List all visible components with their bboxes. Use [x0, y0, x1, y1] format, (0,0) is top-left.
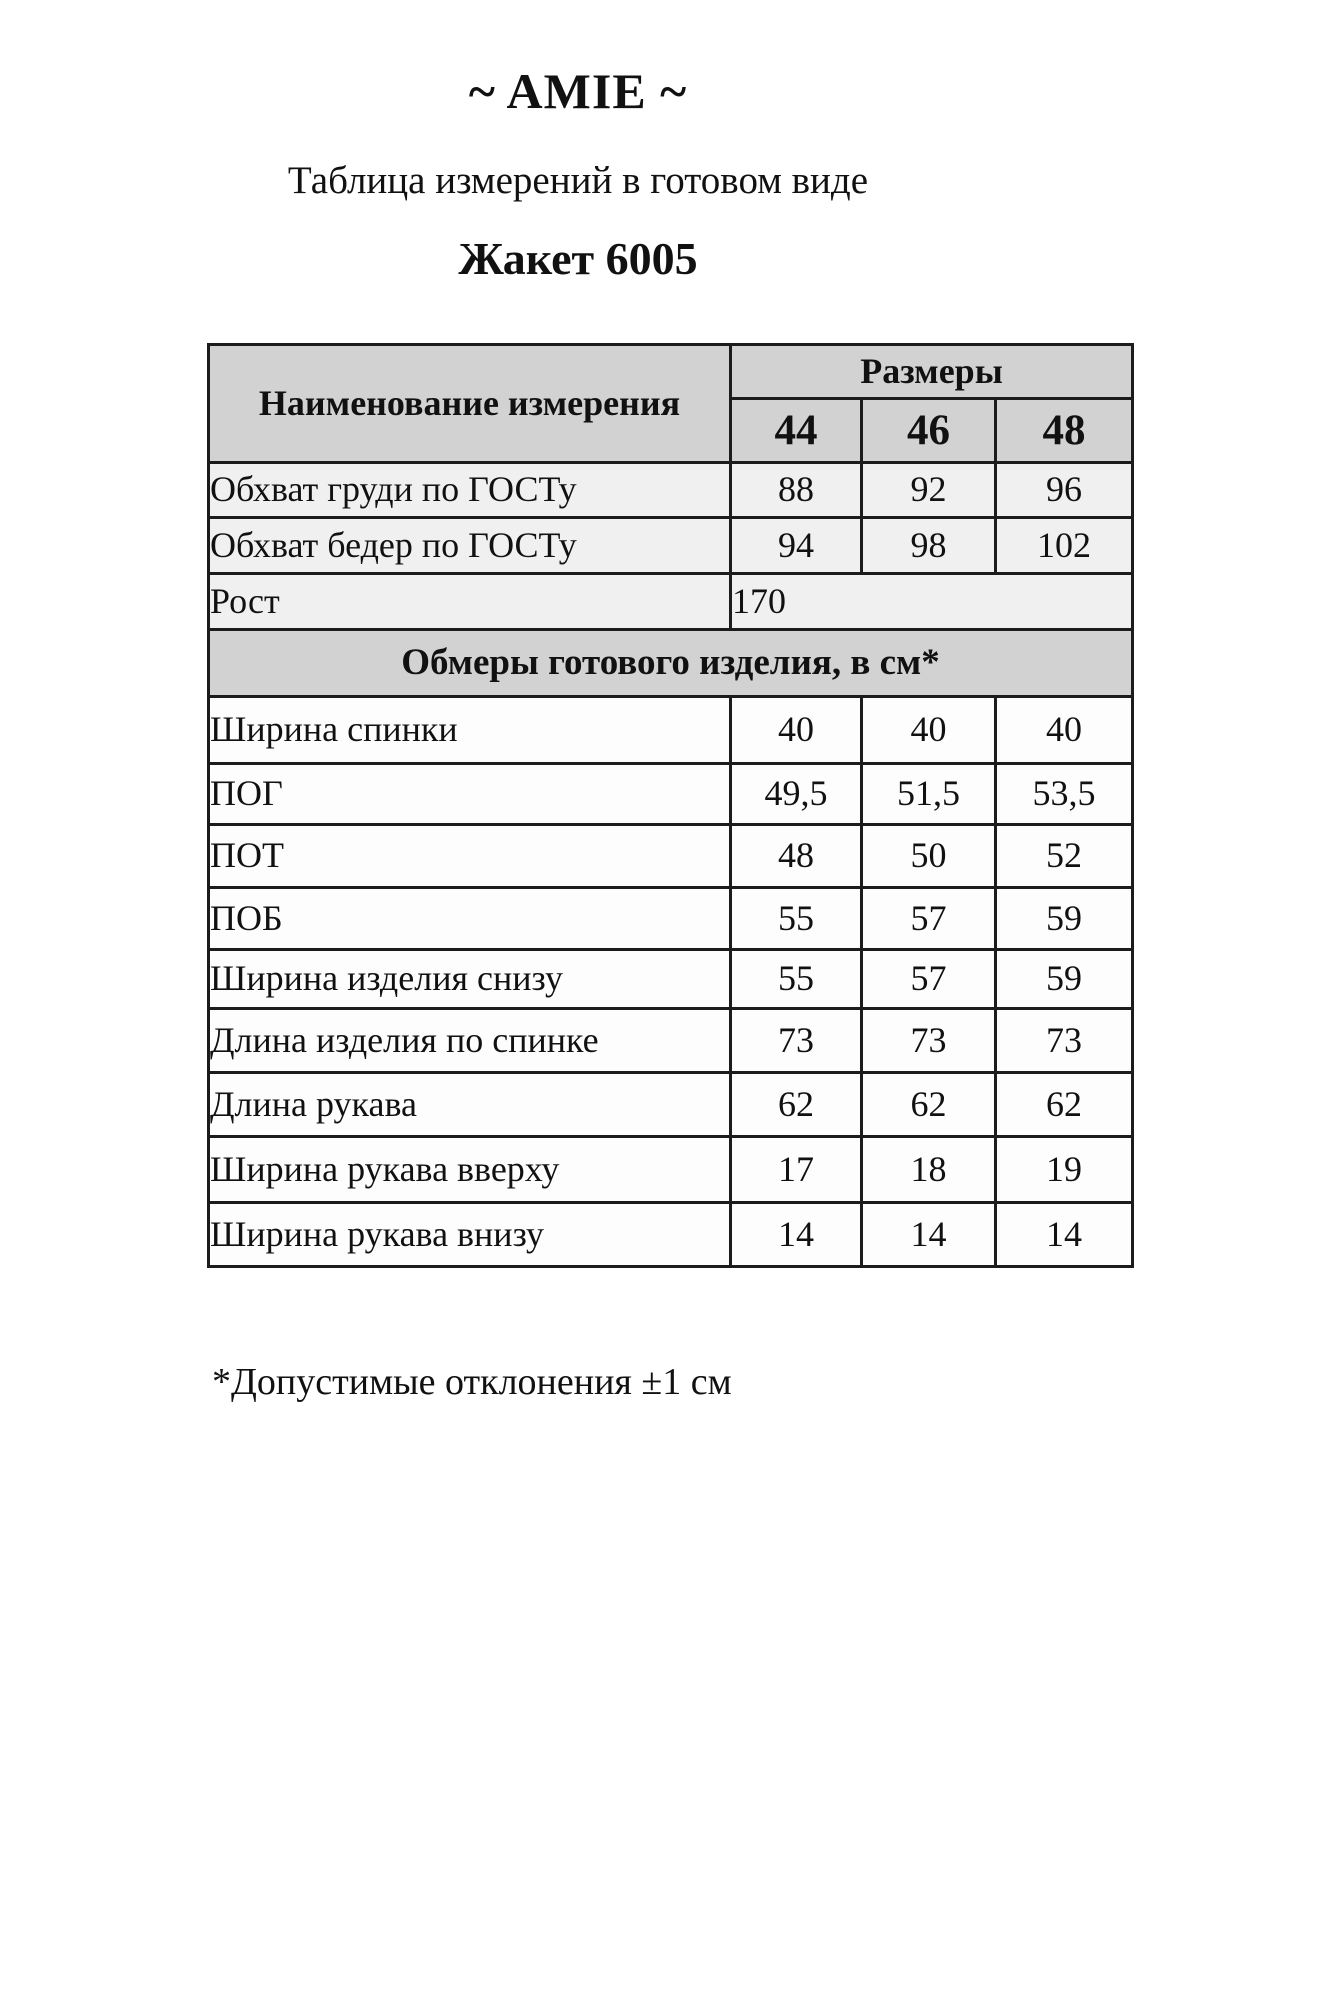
row-label: Длина изделия по спинке [209, 1009, 731, 1073]
cell-value: 57 [862, 888, 996, 950]
product-title: Жакет 6005 [458, 233, 698, 284]
cell-value: 88 [731, 463, 862, 518]
table-row-pot [209, 825, 1133, 888]
table-row-chest-gost [209, 463, 1133, 518]
table-row-height [209, 574, 1133, 630]
header-row-sizes-group [209, 345, 1133, 399]
row-label: Ширина рукава внизу [209, 1203, 731, 1267]
cell-value: 73 [996, 1009, 1133, 1073]
cell-value-merged: 170 [731, 574, 1133, 630]
row-label: Рост [209, 574, 731, 630]
section-header: Обмеры готового изделия, в см* [209, 630, 1133, 697]
cell-value: 53,5 [996, 764, 1133, 825]
column-header-measurement-name: Наименование измерения [209, 345, 731, 463]
section-header-row [209, 630, 1133, 697]
cell-value: 62 [862, 1073, 996, 1137]
row-label: Длина рукава [209, 1073, 731, 1137]
size-column-header-48: 48 [996, 399, 1133, 463]
cell-value: 57 [862, 950, 996, 1009]
cell-value: 73 [862, 1009, 996, 1073]
table-row-bottom-width [209, 950, 1133, 1009]
row-label: Ширина спинки [209, 697, 731, 764]
cell-value: 49,5 [731, 764, 862, 825]
table-row-hips-gost [209, 518, 1133, 574]
table-row-back-length [209, 1009, 1133, 1073]
row-label: Ширина изделия снизу [209, 950, 731, 1009]
row-label: Обхват бедер по ГОСТу [209, 518, 731, 574]
cell-value: 17 [731, 1137, 862, 1203]
table-row-sleeve-width-top [209, 1137, 1133, 1203]
size-column-header-46: 46 [862, 399, 996, 463]
table-subtitle: Таблица измерений в готовом виде [287, 159, 869, 202]
cell-value: 50 [862, 825, 996, 888]
tolerance-footnote: *Допустимые отклонения ±1 см [212, 1361, 732, 1403]
cell-value: 14 [731, 1203, 862, 1267]
cell-value: 52 [996, 825, 1133, 888]
brand-title: ~ AMIE ~ [468, 63, 688, 119]
row-label: ПОБ [209, 888, 731, 950]
cell-value: 98 [862, 518, 996, 574]
table-row-back-width [209, 697, 1133, 764]
cell-value: 92 [862, 463, 996, 518]
row-label: Ширина рукава вверху [209, 1137, 731, 1203]
cell-value: 40 [862, 697, 996, 764]
table-row-pog [209, 764, 1133, 825]
cell-value: 18 [862, 1137, 996, 1203]
column-header-sizes: Размеры [731, 345, 1133, 399]
cell-value: 96 [996, 463, 1133, 518]
cell-value: 19 [996, 1137, 1133, 1203]
cell-value: 59 [996, 888, 1133, 950]
cell-value: 48 [731, 825, 862, 888]
cell-value: 73 [731, 1009, 862, 1073]
cell-value: 62 [996, 1073, 1133, 1137]
cell-value: 14 [862, 1203, 996, 1267]
row-label: ПОГ [209, 764, 731, 825]
row-label: ПОТ [209, 825, 731, 888]
cell-value: 14 [996, 1203, 1133, 1267]
cell-value: 40 [996, 697, 1133, 764]
table-row-sleeve-length [209, 1073, 1133, 1137]
measurements-table [207, 343, 1134, 1268]
cell-value: 102 [996, 518, 1133, 574]
cell-value: 40 [731, 697, 862, 764]
cell-value: 59 [996, 950, 1133, 1009]
row-label: Обхват груди по ГОСТу [209, 463, 731, 518]
table-row-sleeve-width-bottom [209, 1203, 1133, 1267]
cell-value: 62 [731, 1073, 862, 1137]
cell-value: 55 [731, 888, 862, 950]
cell-value: 94 [731, 518, 862, 574]
size-column-header-44: 44 [731, 399, 862, 463]
table-row-pob [209, 888, 1133, 950]
cell-value: 55 [731, 950, 862, 1009]
cell-value: 51,5 [862, 764, 996, 825]
